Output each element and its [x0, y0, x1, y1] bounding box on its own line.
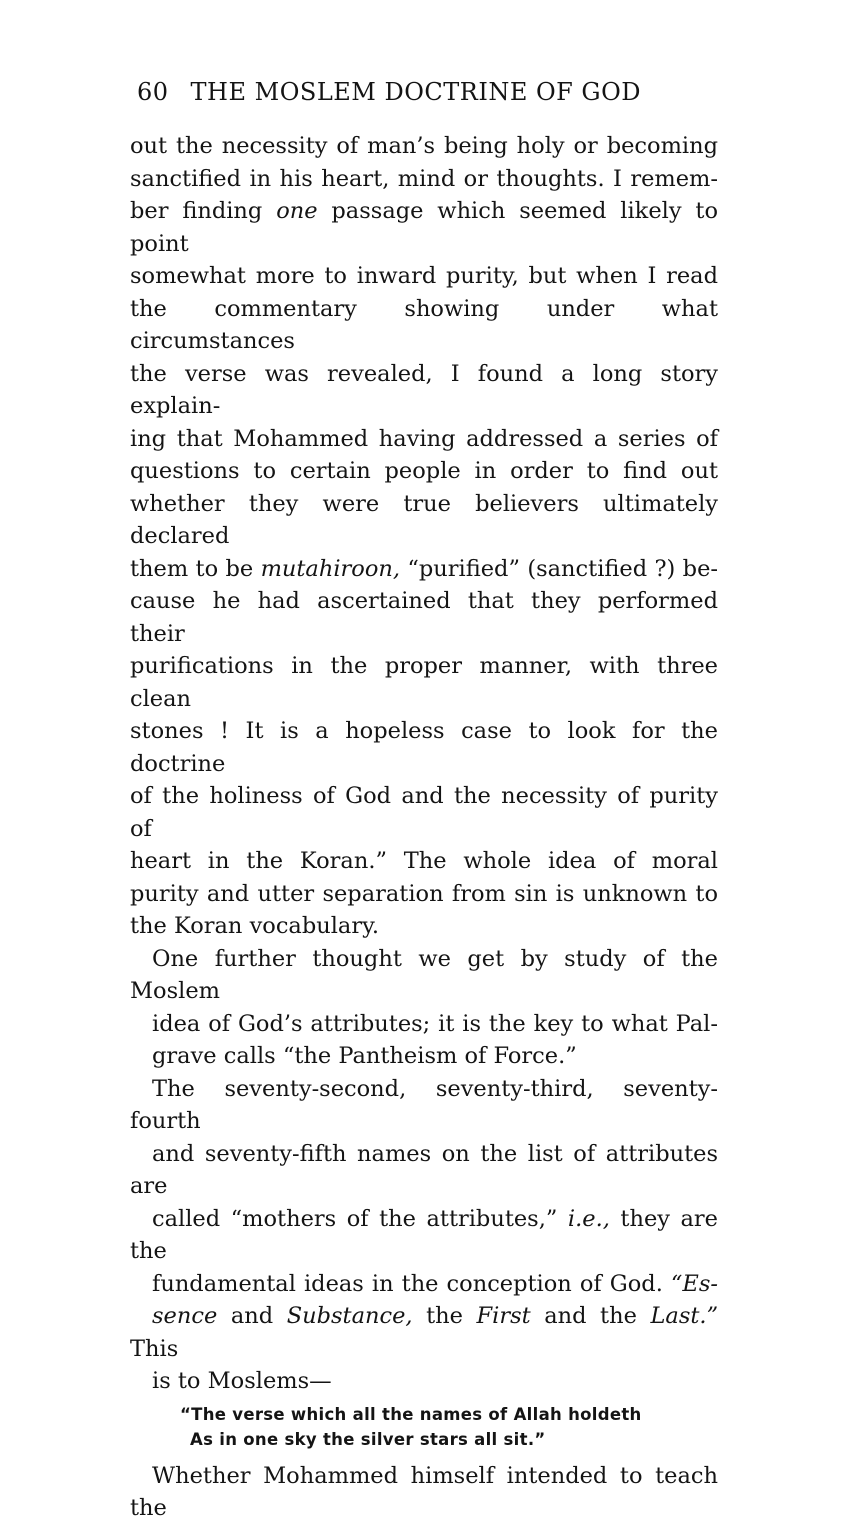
- running-header: [137, 78, 737, 106]
- text-line: whether they were true believers ultimately declared: [130, 490, 718, 549]
- italic-word: mutahiroon,: [260, 555, 401, 582]
- italic-word: Last.”: [650, 1303, 719, 1329]
- text-line: stones ! It is a hopeless case to look for the doctrine: [130, 718, 718, 777]
- italic-word: sence: [152, 1303, 218, 1329]
- page-body: [130, 130, 718, 1525]
- text-line: is to Moslems—: [152, 1368, 332, 1394]
- text-line: cause he had ascertained that they performed their: [130, 588, 718, 647]
- paragraph-mohammed: [130, 1460, 718, 1525]
- paragraph-attributes: [130, 1073, 718, 1398]
- text-line: of the holiness of God and the necessity of purity of: [130, 783, 718, 842]
- text-line: idea of God’s attributes; it is the key to what Pal-: [152, 1010, 718, 1037]
- text-line: questions to certain people in order to find out: [130, 458, 718, 484]
- text-line: purifications in the proper manner, with three clean: [130, 653, 718, 712]
- paragraph-holiness: [130, 130, 718, 943]
- text-line: One further thought we get by study of the Moslem: [130, 945, 718, 1004]
- text-line: ing that Mohammed having addressed a series of: [130, 425, 718, 452]
- quote-line: “The verse which all the names of Allah holdeth: [180, 1404, 642, 1424]
- text-line: purity and utter separation from sin is unknown to: [130, 880, 718, 907]
- italic-word: Substance,: [286, 1303, 413, 1329]
- running-title: THE MOSLEM DOCTRINE OF GOD: [190, 78, 642, 106]
- text-line: the Koran vocabulary.: [130, 913, 379, 939]
- text-line: the verse was revealed, I found a long story explain-: [130, 360, 718, 419]
- text-line: and seventy-fifth names on the list of attributes are: [130, 1140, 718, 1199]
- text-line: grave calls “the Pantheism of Force.”: [152, 1043, 577, 1069]
- text-line: heart in the Koran.” The whole idea of moral: [130, 848, 718, 874]
- text-line: called “mothers of the attributes,” i.e., they are the: [130, 1205, 718, 1264]
- text-line: sence and Substance, the First and the Last.” This: [130, 1303, 719, 1362]
- text-line: The seventy-second, seventy-third, seventy-fourth: [130, 1075, 718, 1134]
- text-line: Whether Mohammed himself intended to teach the: [130, 1462, 718, 1521]
- text-line: them to be mutahiroon, “purified” (sanctified ?) be-: [130, 555, 718, 582]
- paragraph-pantheism: [130, 943, 718, 1073]
- text-line: the commentary showing under what circumstances: [130, 295, 718, 354]
- italic-word: “Es-: [670, 1270, 718, 1297]
- page-number: 60: [137, 78, 169, 106]
- text-line: ber finding one passage which seemed likely to point: [130, 198, 718, 257]
- verse-quotation: [180, 1402, 718, 1452]
- italic-word: one: [276, 198, 318, 224]
- italic-word: i.e.,: [567, 1205, 610, 1232]
- text-line: fundamental ideas in the conception of God. “Es-: [152, 1270, 718, 1297]
- text-line: out the necessity of man’s being holy or becoming: [130, 133, 718, 159]
- quote-line: As in one sky the silver stars all sit.”: [190, 1429, 546, 1449]
- italic-word: First: [476, 1303, 531, 1329]
- text-line: somewhat more to inward purity, but when I read: [130, 263, 718, 289]
- text-line: sanctified in his heart, mind or thoughts. I remem-: [130, 165, 718, 192]
